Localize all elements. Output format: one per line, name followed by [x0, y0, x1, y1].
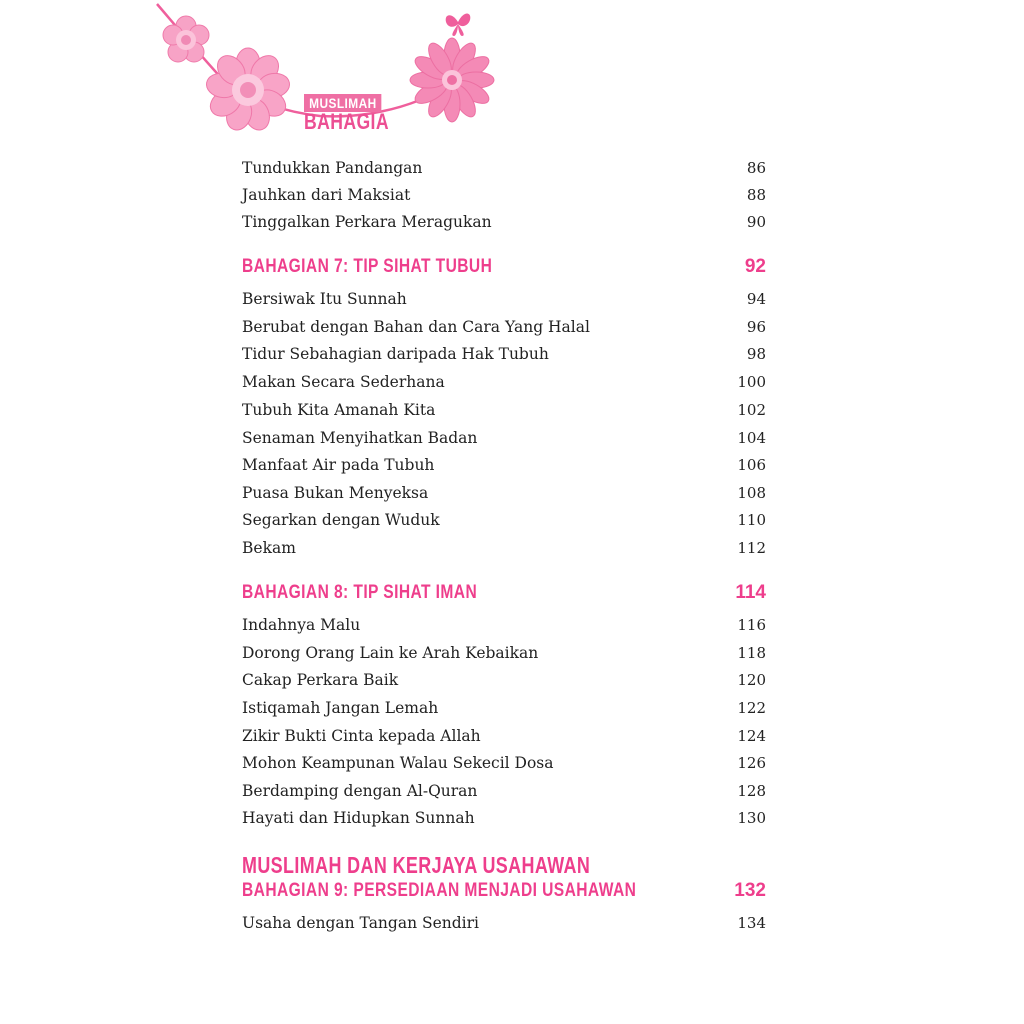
toc-entry-title: Tubuh Kita Amanah Kita: [242, 401, 436, 419]
toc-entry-title: Tinggalkan Perkara Meragukan: [242, 213, 492, 231]
toc-entry: [242, 806, 766, 830]
toc-entry-page: 88: [746, 186, 766, 204]
toc-entry-page: 100: [737, 373, 766, 391]
toc-entry: [242, 751, 766, 775]
toc-entry: [242, 210, 766, 234]
toc-entry: [242, 370, 766, 394]
toc-entry-page: 134: [737, 914, 766, 932]
part-title: MUSLIMAH DAN KERJAYA USAHAWAN: [242, 852, 591, 878]
flower-right-icon: [410, 38, 494, 122]
toc-entry: [242, 724, 766, 748]
toc-entry-page: 126: [737, 754, 766, 772]
page-header: [0, 0, 1024, 150]
toc-entry-page: 108: [737, 484, 766, 502]
toc-entry-title: Puasa Bukan Menyeksa: [242, 484, 429, 502]
toc-entry-page: 86: [746, 159, 766, 177]
section-heading-8: [242, 582, 766, 604]
toc-entry-page: 94: [746, 290, 766, 308]
section-heading-page: 114: [735, 582, 766, 603]
toc-entry-page: 90: [746, 213, 766, 231]
section-heading-9: [242, 880, 766, 902]
toc-entry-title: Manfaat Air pada Tubuh: [242, 456, 435, 474]
toc-entry-title: Bekam: [242, 539, 296, 557]
brand-logo-top: MUSLIMAH: [304, 94, 382, 112]
toc-entry: [242, 641, 766, 665]
toc-entry: [242, 342, 766, 366]
toc-entry: [242, 315, 766, 339]
toc-entry-title: Cakap Perkara Baik: [242, 671, 399, 689]
toc-entry-page: 124: [737, 727, 766, 745]
toc-entry-page: 110: [737, 511, 766, 529]
toc-entry-page: 96: [746, 318, 766, 336]
toc-entry: [242, 481, 766, 505]
toc-entry: [242, 508, 766, 532]
toc-entry-title: Jauhkan dari Maksiat: [242, 186, 411, 204]
toc-entry-page: 102: [737, 401, 766, 419]
toc-entry-title: Tundukkan Pandangan: [242, 159, 423, 177]
toc-entry-title: Berdamping dengan Al-Quran: [242, 782, 478, 800]
toc-entry-title: Segarkan dengan Wuduk: [242, 511, 440, 529]
toc-entry: [242, 426, 766, 450]
butterfly-icon: [446, 14, 471, 37]
toc-entry-title: Makan Secara Sederhana: [242, 373, 445, 391]
toc-entry: [242, 613, 766, 637]
toc-entry-page: 130: [737, 809, 766, 827]
toc-entry-title: Hayati dan Hidupkan Sunnah: [242, 809, 475, 827]
toc-entry-title: Indahnya Malu: [242, 616, 361, 634]
toc-entry: [242, 696, 766, 720]
toc-entry: [242, 398, 766, 422]
toc-entry-page: 128: [737, 782, 766, 800]
section-heading-label: BAHAGIAN 8: TIP SIHAT IMAN: [242, 582, 478, 603]
toc-entry-page: 122: [737, 699, 766, 717]
toc-entry-title: Mohon Keampunan Walau Sekecil Dosa: [242, 754, 554, 772]
section-heading-label: BAHAGIAN 9: PERSEDIAAN MENJADI USAHAWAN: [242, 880, 637, 901]
toc-entry-title: Senaman Menyihatkan Badan: [242, 429, 478, 447]
section-heading-7: [242, 256, 766, 278]
section-heading-page: 92: [744, 256, 766, 277]
toc-entry: [242, 668, 766, 692]
flower-small-icon: [163, 16, 209, 62]
toc-entry: [242, 287, 766, 311]
toc-entry: [242, 156, 766, 180]
toc-entry-title: Dorong Orang Lain ke Arah Kebaikan: [242, 644, 539, 662]
toc-entry-title: Usaha dengan Tangan Sendiri: [242, 914, 480, 932]
toc-entry: [242, 536, 766, 560]
toc-entry-title: Istiqamah Jangan Lemah: [242, 699, 439, 717]
toc-entry: [242, 453, 766, 477]
toc-entry-page: 106: [737, 456, 766, 474]
toc-entry-title: Berubat dengan Bahan dan Cara Yang Halal: [242, 318, 590, 336]
toc-entry-page: 112: [737, 539, 766, 557]
brand-logo-bottom: BAHAGIA: [304, 109, 389, 134]
toc-entry-page: 118: [737, 644, 766, 662]
toc-entry-page: 116: [737, 616, 766, 634]
toc-entry: [242, 779, 766, 803]
section-heading-label: BAHAGIAN 7: TIP SIHAT TUBUH: [242, 256, 493, 277]
brand-logo: [304, 94, 410, 133]
toc-entry: [242, 911, 766, 935]
flower-large-icon: [205, 48, 292, 134]
toc-entry-page: 104: [737, 429, 766, 447]
section-heading-page: 132: [734, 880, 766, 901]
toc-entry-title: Zikir Bukti Cinta kepada Allah: [242, 727, 481, 745]
toc-entry: [242, 183, 766, 207]
toc-entry-page: 98: [746, 345, 766, 363]
toc-entry-title: Bersiwak Itu Sunnah: [242, 290, 407, 308]
floral-garland-decoration: [0, 0, 1024, 150]
toc-entry-title: Tidur Sebahagian daripada Hak Tubuh: [242, 345, 549, 363]
toc-entry-page: 120: [737, 671, 766, 689]
